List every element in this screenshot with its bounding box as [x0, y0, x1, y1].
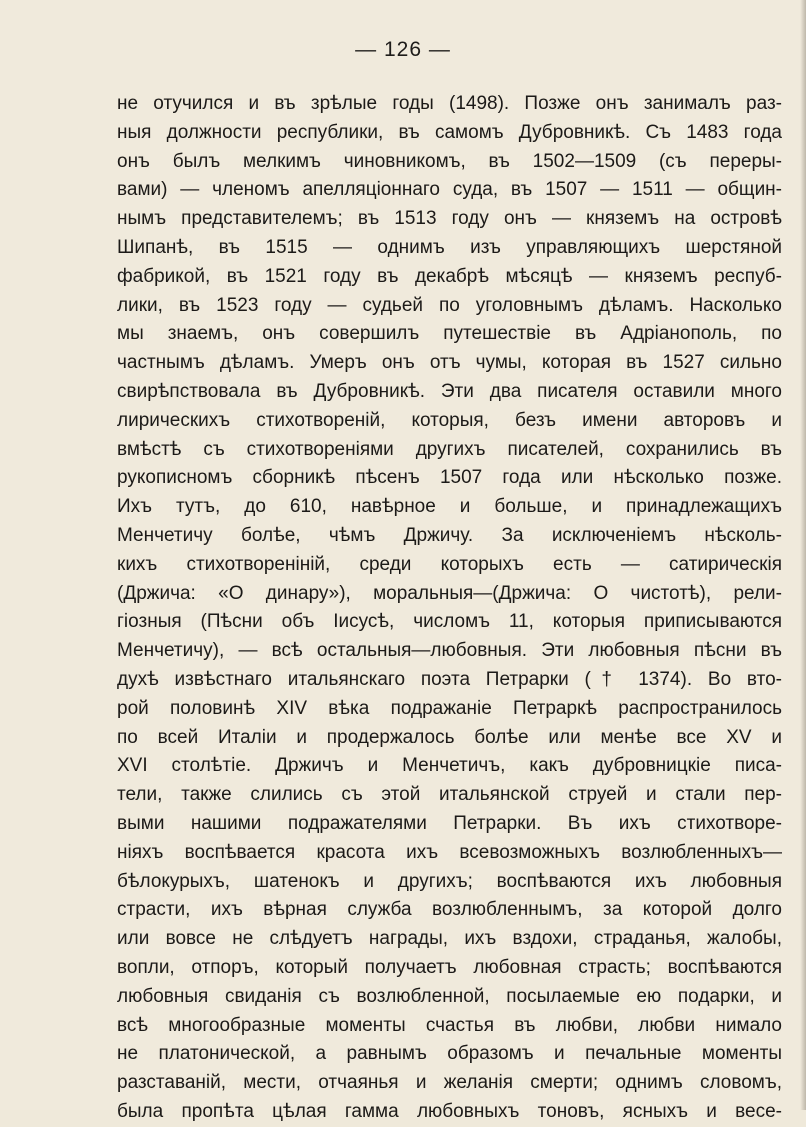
text-line: не отучился и въ зрѣлые годы (1498). Позже онъ занималъ раз- — [117, 93, 782, 114]
text-line: выми нашими подражателями Петрарки. Въ ихъ стихотворе- — [117, 812, 782, 834]
text-line: или вовсе не слѣдуетъ награды, ихъ вздохи, страданья, жалобы, — [117, 928, 782, 950]
text-line: частнымъ дѣламъ. Умеръ онъ отъ чумы, которая въ 1527 сильно — [117, 352, 782, 374]
text-line: любовныя свиданія съ возлюбленной, посылаемые ею подарки, и — [117, 985, 782, 1007]
text-line: Шипанѣ, въ 1515 — однимъ изъ управляющихъ шерстяной — [117, 236, 782, 258]
text-line: Ихъ тутъ, до 610, навѣрное и больше, и принадлежащихъ — [117, 496, 782, 518]
text-line: Менчетичу), — всѣ остальныя—любовныя. Эти любовныя пѣсни въ — [117, 640, 782, 662]
text-line: вмѣстѣ съ стихотвореніями другихъ писателей, сохранились въ — [117, 438, 782, 460]
text-line: разставаній, мести, отчаянья и желанія смерти; однимъ словомъ, — [117, 1072, 782, 1094]
text-line: рукописномъ сборникѣ пѣсенъ 1507 года или нѣсколько позже. — [117, 467, 782, 489]
body-text — [117, 90, 782, 1127]
text-line: не платонической, а равнымъ образомъ и печальные моменты — [117, 1043, 782, 1065]
text-line: рой половинѣ XIV вѣка подражаніе Петраркѣ распространилось — [117, 697, 782, 719]
text-line: ніяхъ воспѣвается красота ихъ всевозможныхъ возлюбленныхъ— — [117, 841, 782, 863]
page-number: — 126 — — [355, 38, 451, 61]
page-edge-shadow — [800, 0, 806, 1110]
text-line: всѣ многообразные моменты счастья въ любви, любви нимало — [117, 1014, 782, 1036]
text-line: XVI столѣтіе. Држичъ и Менчетичъ, какъ дубровницкіе писа- — [117, 755, 782, 777]
text-line: кихъ стихотвореніній, среди которыхъ есть — сатирическія — [117, 553, 782, 575]
text-line: вопли, отпоръ, который получаетъ любовная страсть; воспѣваются — [117, 956, 782, 978]
text-line: Менчетичу болѣе, чѣмъ Држичу. За исключеніемъ нѣсколь- — [117, 524, 782, 546]
text-line: свирѣпствовала въ Дубровникѣ. Эти два писателя оставили много — [117, 380, 782, 402]
text-line: по всей Италіи и продержалось болѣе или менѣе все XV и — [117, 726, 782, 748]
text-line: мы знаемъ, онъ совершилъ путешествіе въ Адріанополь, по — [117, 323, 782, 345]
text-line: нымъ представителемъ; въ 1513 году онъ — княземъ на островѣ — [117, 208, 782, 230]
text-line: (Држича: «О динару»), моральныя—(Држича: О чистотѣ), рели- — [117, 582, 782, 604]
text-line: страсти, ихъ вѣрная служба возлюбленнымъ, за которой долго — [117, 899, 782, 921]
text-line: ныя должности республики, въ самомъ Дубровникѣ. Съ 1483 года — [117, 121, 782, 143]
text-line: духѣ извѣстнаго итальянскаго поэта Петрарки († 1374). Во вто- — [117, 668, 782, 690]
text-line: бѣлокурыхъ, шатенокъ и другихъ; воспѣваются ихъ любовныя — [117, 870, 782, 892]
text-line: онъ былъ мелкимъ чиновникомъ, въ 1502—1509 (съ переры- — [117, 150, 782, 172]
text-line: лики, въ 1523 году — судьей по уголовнымъ дѣламъ. Насколько — [117, 294, 782, 316]
text-line: лирическихъ стихотвореній, которыя, безъ имени авторовъ и — [117, 409, 782, 431]
text-line: тели, также слились съ этой итальянской струей и стали пер- — [117, 784, 782, 806]
text-line: была пропѣта цѣлая гамма любовныхъ тоновъ, ясныхъ и весе- — [117, 1100, 782, 1122]
text-line: вами) — членомъ апелляціоннаго суда, въ 1507 — 1511 — общин- — [117, 179, 782, 201]
text-line: гіозныя (Пѣсни объ Іисусѣ, числомъ 11, которыя приписываются — [117, 611, 782, 633]
text-line: фабрикой, въ 1521 году въ декабрѣ мѣсяцѣ — княземъ респуб- — [117, 265, 782, 287]
